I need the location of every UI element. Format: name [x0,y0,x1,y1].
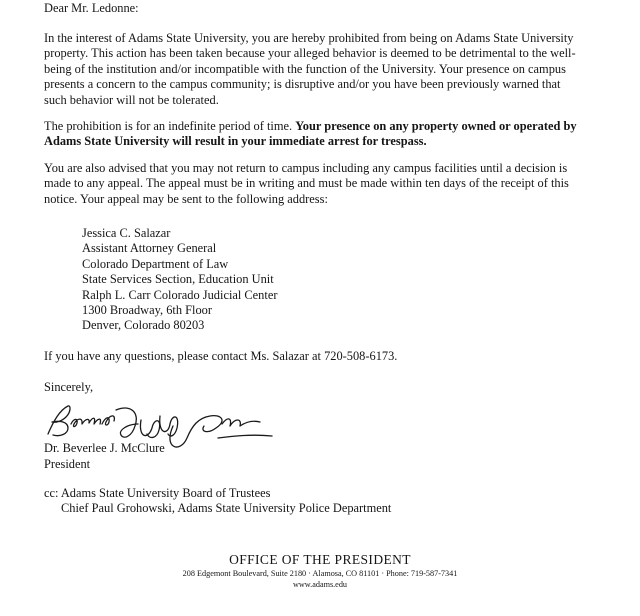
cc-line: cc: Adams State University Board of Trustees [44,486,271,500]
signer-title: President [44,457,91,471]
address-line: Assistant Attorney General [82,241,217,256]
cc-line: Chief Paul Grohowski, Adams State University Police Department [61,501,392,516]
paragraph-1-text: In the interest of Adams State University, you are hereby prohibited from being on Adams State University property. This action has been taken because your alleged behavior is deemed to be detrimental to the well-being of the institution and/or incompatible with the function of the University. Your presence on campus presents a concern to the campus community; is disruptive and/or you have been previously warned that such behavior will not be tolerated. [44,31,576,107]
footer-address: 208 Edgemont Boulevard, Suite 2180 · Alamosa, CO 81101 · Phone: 719-587-7341 [182,569,458,578]
address-line: 1300 Broadway, 6th Floor [82,303,212,318]
address-line: Ralph L. Carr Colorado Judicial Center [82,287,278,302]
address-line: Colorado Department of Law [82,256,229,271]
paragraph-2-normal: The prohibition is for an indefinite period of time. [44,119,293,133]
address-line: Denver, Colorado 80203 [82,318,205,333]
paragraph-appeal [44,161,584,207]
questions-line: If you have any questions, please contact Ms. Salazar at 720-508-6173. [44,349,398,363]
address-line: Jessica C. Salazar [82,226,171,240]
salutation: Dear Mr. Ledonne: [44,1,139,15]
footer-office-title: OFFICE OF THE PRESIDENT [229,552,411,567]
paragraph-2-text [44,119,584,150]
paragraph-2-bold: Your presence on any property owned or operated by Adams State University will result in your immediate arrest for trespass. [44,119,577,149]
appeal-address-block [82,226,277,334]
paragraph-3-text: You are also advised that you may not return to campus including any campus facilities until a decision is made to any appeal. The appeal must be in writing and must be made within ten days of the receipt of this notice. Your appeal may be sent to the following address: [44,161,569,206]
cc-block [44,486,391,517]
paragraph-prohibition [44,31,584,108]
footer-website: www.adams.edu [292,580,348,589]
address-line: State Services Section, Education Unit [82,272,274,287]
signer-name: Dr. Beverlee J. McClure [44,441,165,455]
closing: Sincerely, [44,380,94,394]
paragraph-duration [44,119,584,150]
